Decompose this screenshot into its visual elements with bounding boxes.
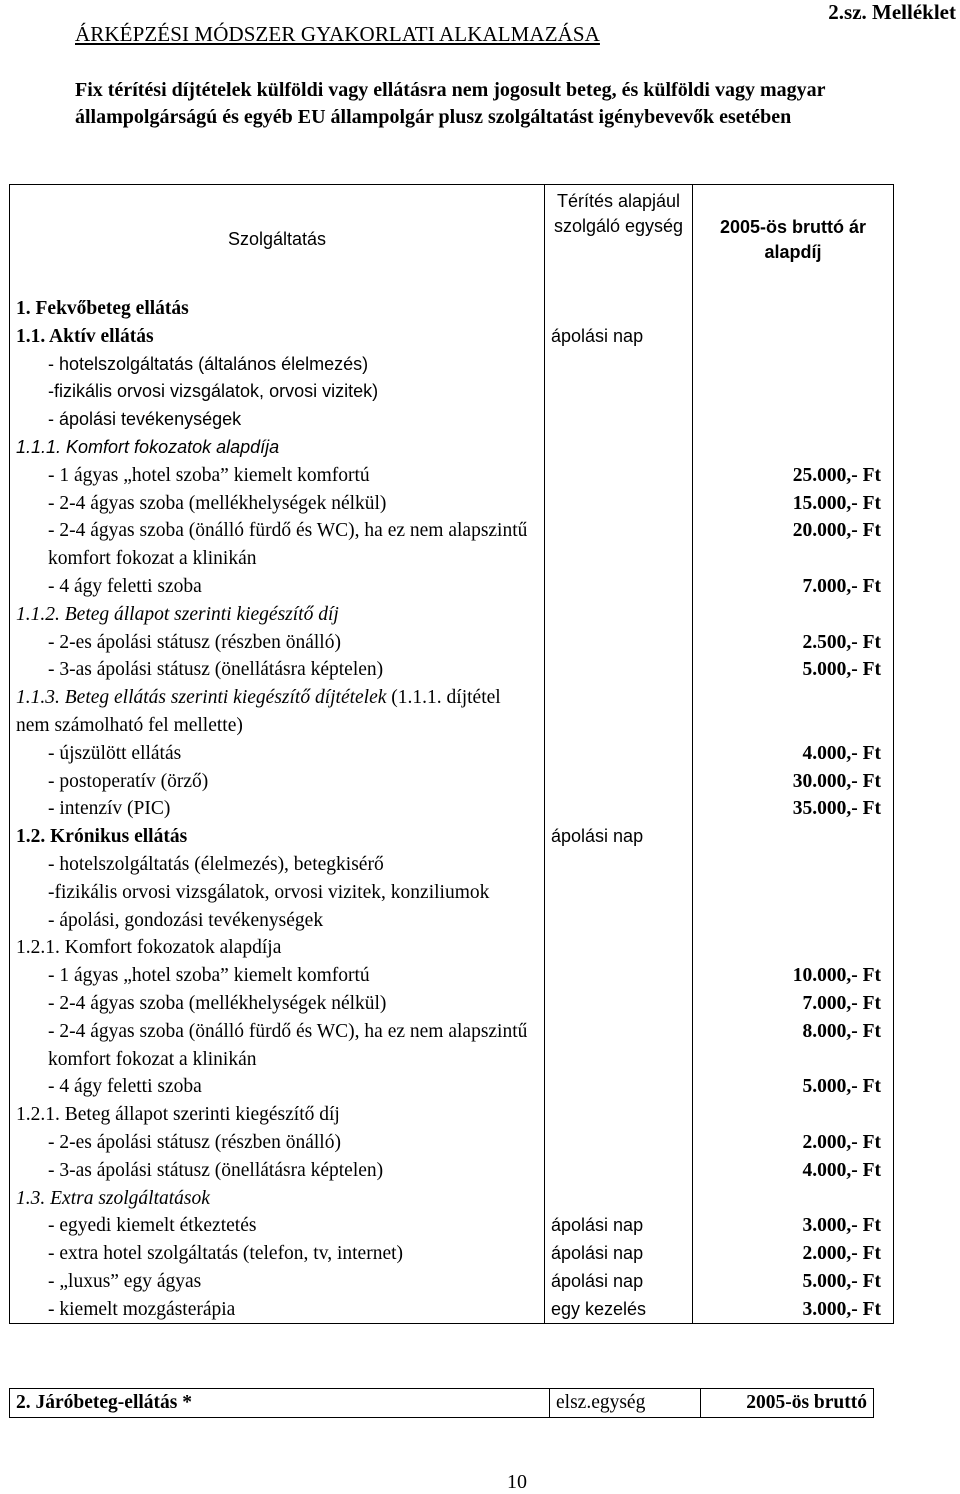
price-cell [693,934,894,962]
price-cell: 4.000,- Ft [693,1157,894,1185]
price-cell [693,684,894,740]
unit-cell [545,351,693,379]
service-cell: - hotelszolgáltatás (élelmezés), betegkisérő [10,851,545,879]
price-cell [693,323,894,351]
unit-cell [545,295,693,323]
table-row [10,1296,894,1324]
price-cell [693,406,894,434]
table-row [10,406,894,434]
table-row [10,934,894,962]
unit-cell: ápolási nap [545,1268,693,1296]
service-cell: 1.1.1. Komfort fokozatok alapdíja [10,434,545,462]
header-unit: Térítés alapjául szolgáló egység [545,185,693,296]
price-cell: 5.000,- Ft [693,656,894,684]
unit-cell: ápolási nap [545,823,693,851]
unit-cell [545,601,693,629]
unit-cell: egy kezelés [545,1296,693,1324]
table-row [10,517,894,573]
unit-cell [545,573,693,601]
table-row [10,1157,894,1185]
unit-cell [545,656,693,684]
unit-cell [545,1129,693,1157]
price-cell: 25.000,- Ft [693,462,894,490]
price-cell [693,351,894,379]
table-row [10,1240,894,1268]
unit-cell [545,684,693,740]
table-row [10,684,894,740]
unit-cell [545,378,693,406]
price-cell: 20.000,- Ft [693,517,894,573]
header-price: 2005-ös bruttó ár alapdíj [693,185,894,296]
service-cell: 1.1. Aktív ellátás [10,323,545,351]
service-cell: - 4 ágy feletti szoba [10,1073,545,1101]
service-cell: 1.1.2. Beteg állapot szerinti kiegészítő díj [10,601,545,629]
service-cell: - ápolási, gondozási tevékenységek [10,907,545,935]
price-cell [693,823,894,851]
header-service: Szolgáltatás [10,185,545,296]
table-row [10,295,894,323]
service-cell: 1.2. Krónikus ellátás [10,823,545,851]
price-cell [693,601,894,629]
outpatient-unit: elsz.egység [550,1389,701,1418]
unit-cell [545,740,693,768]
price-cell: 10.000,- Ft [693,962,894,990]
service-cell: 1.2.1. Komfort fokozatok alapdíja [10,934,545,962]
price-cell: 5.000,- Ft [693,1268,894,1296]
table-row [10,740,894,768]
unit-cell [545,795,693,823]
table-row [10,1185,894,1213]
unit-cell [545,934,693,962]
service-cell: - 1 ágyas „hotel szoba” kiemelt komfortú [10,962,545,990]
table-header-row [10,185,894,296]
table-row [10,795,894,823]
document-title: ÁRKÉPZÉSI MÓDSZER GYAKORLATI ALKALMAZÁSA [75,22,600,46]
service-cell: - 2-es ápolási státusz (részben önálló) [10,1129,545,1157]
unit-cell [545,629,693,657]
table-row [10,656,894,684]
intro-paragraph: Fix térítési díjtételek külföldi vagy ellátásra nem jogosult beteg, és külföldi vagy magyar állampolgárságú és egyéb EU állampolgár plusz szolgáltatást igénybevevők esetében [75,79,826,128]
price-cell [693,434,894,462]
unit-cell [545,907,693,935]
service-cell: -fizikális orvosi vizsgálatok, orvosi vizitek, konziliumok [10,879,545,907]
table-row [10,851,894,879]
service-cell: - 2-4 ágyas szoba (mellékhelységek nélkül) [10,490,545,518]
service-cell: - extra hotel szolgáltatás (telefon, tv, internet) [10,1240,545,1268]
service-cell: - 2-4 ágyas szoba (mellékhelységek nélkül) [10,990,545,1018]
service-cell: 1. Fekvőbeteg ellátás [10,295,545,323]
price-cell: 2.500,- Ft [693,629,894,657]
table-row [10,1212,894,1240]
table-row [10,823,894,851]
price-cell [693,879,894,907]
unit-cell: ápolási nap [545,1240,693,1268]
price-cell: 35.000,- Ft [693,795,894,823]
price-cell: 7.000,- Ft [693,573,894,601]
price-cell: 4.000,- Ft [693,740,894,768]
table-row [10,490,894,518]
unit-cell [545,1018,693,1074]
price-cell: 30.000,- Ft [693,768,894,796]
outpatient-table [9,1388,874,1418]
service-cell: - újszülött ellátás [10,740,545,768]
price-cell [693,1101,894,1129]
table-row [10,907,894,935]
service-cell: - intenzív (PIC) [10,795,545,823]
price-cell [693,907,894,935]
service-cell: - egyedi kiemelt étkeztetés [10,1212,545,1240]
price-cell: 3.000,- Ft [693,1296,894,1324]
table-row [10,1268,894,1296]
price-cell [693,295,894,323]
unit-cell [545,1185,693,1213]
service-cell: - hotelszolgáltatás (általános élelmezés) [10,351,545,379]
unit-cell [545,990,693,1018]
unit-cell: ápolási nap [545,323,693,351]
price-cell: 3.000,- Ft [693,1212,894,1240]
price-cell: 15.000,- Ft [693,490,894,518]
unit-cell [545,490,693,518]
table-row [10,962,894,990]
table-row [10,990,894,1018]
table-row [10,351,894,379]
table-row [10,768,894,796]
price-cell [693,851,894,879]
outpatient-price: 2005-ös bruttó [701,1389,874,1418]
service-cell: - 2-4 ágyas szoba (önálló fürdő és WC), ha ez nem alapszintű komfort fokozat a klinikán [10,1018,545,1074]
service-cell: - „luxus” egy ágyas [10,1268,545,1296]
table-row [10,1018,894,1074]
table-row [10,434,894,462]
table-row [10,601,894,629]
unit-cell [545,879,693,907]
price-cell: 7.000,- Ft [693,990,894,1018]
table-row [10,1129,894,1157]
appendix-label: 2.sz. Melléklet [828,0,956,24]
price-table [9,184,894,1324]
service-cell: - ápolási tevékenységek [10,406,545,434]
table-row [10,629,894,657]
service-plain-part: (1.1.1. díjtétel nem számolható fel mellette) [16,687,501,736]
table-row [10,378,894,406]
page-number: 10 [507,1471,527,1493]
service-cell: - 3-as ápolási státusz (önellátásra képtelen) [10,1157,545,1185]
price-cell: 2.000,- Ft [693,1129,894,1157]
service-cell: - postoperatív (örző) [10,768,545,796]
service-cell: - 4 ágy feletti szoba [10,573,545,601]
unit-cell [545,462,693,490]
outpatient-service: 2. Járóbeteg-ellátás * [10,1389,550,1418]
table-row [10,323,894,351]
unit-cell [545,1101,693,1129]
unit-cell [545,434,693,462]
table-row [10,1101,894,1129]
service-cell: - kiemelt mozgásterápia [10,1296,545,1324]
table-row [10,462,894,490]
service-cell: - 2-4 ágyas szoba (önálló fürdő és WC), ha ez nem alapszintű komfort fokozat a klinikán [10,517,545,573]
table-row [10,573,894,601]
price-cell: 2.000,- Ft [693,1240,894,1268]
unit-cell [545,406,693,434]
service-cell: - 3-as ápolási státusz (önellátásra képtelen) [10,656,545,684]
unit-cell [545,1157,693,1185]
unit-cell [545,517,693,573]
price-cell [693,1185,894,1213]
unit-cell [545,851,693,879]
service-cell: - 2-es ápolási státusz (részben önálló) [10,629,545,657]
price-cell [693,378,894,406]
unit-cell [545,768,693,796]
service-cell [10,684,545,740]
price-cell: 5.000,- Ft [693,1073,894,1101]
service-cell: 1.2.1. Beteg állapot szerinti kiegészítő díj [10,1101,545,1129]
unit-cell [545,1073,693,1101]
service-italic-part: 1.1.3. Beteg ellátás szerinti kiegészítő díjtételek [16,687,387,709]
service-cell: -fizikális orvosi vizsgálatok, orvosi vizitek) [10,378,545,406]
price-cell: 8.000,- Ft [693,1018,894,1074]
unit-cell: ápolási nap [545,1212,693,1240]
unit-cell [545,962,693,990]
service-cell: - 1 ágyas „hotel szoba” kiemelt komfortú [10,462,545,490]
outpatient-row [10,1389,874,1418]
table-row [10,879,894,907]
service-cell: 1.3. Extra szolgáltatások [10,1185,545,1213]
table-row [10,1073,894,1101]
